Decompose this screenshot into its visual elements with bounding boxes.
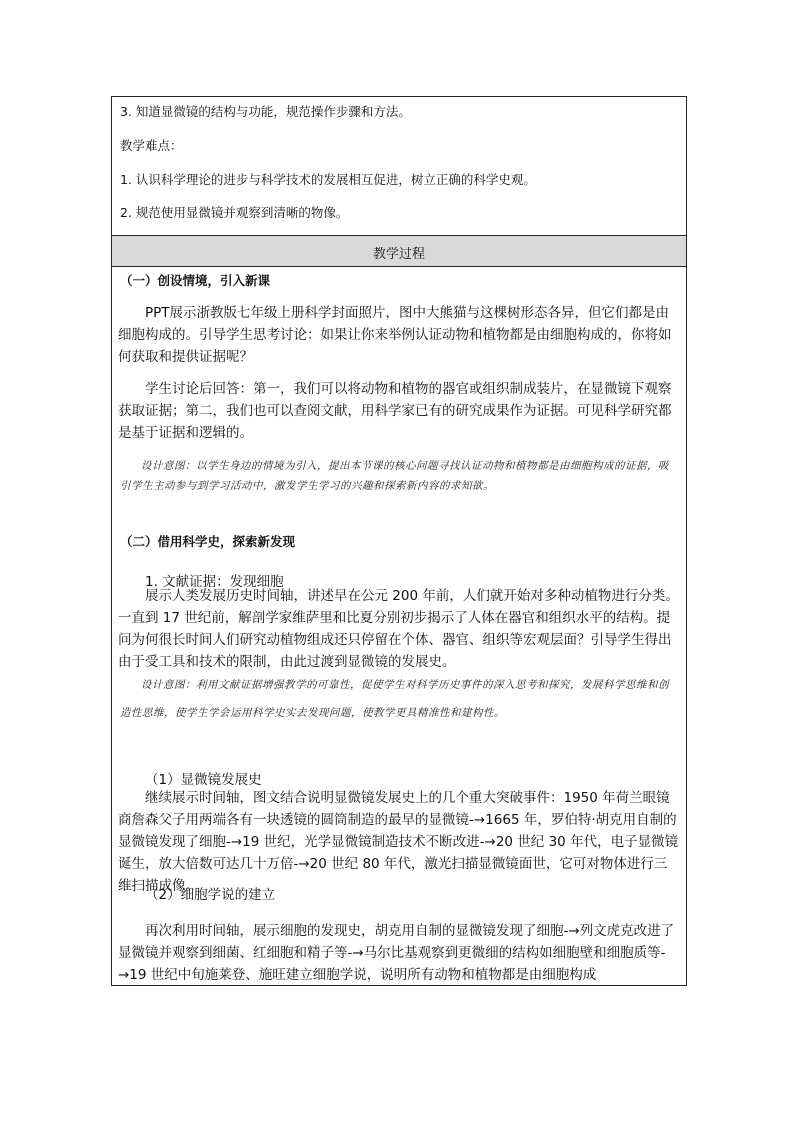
lesson-plan-table	[111, 96, 687, 986]
part2-sub3: （2）细胞学说的建立	[145, 887, 276, 903]
section-band	[112, 235, 686, 267]
difficulty-heading: 教学难点：	[120, 138, 183, 153]
part2-para3: 再次利用时间轴，展示细胞的发现史，胡克用自制的显微镜发现了细胞-→列文虎克改进了显微镜并观察到细菌、红细胞和精子等-→马尔比基观察到更微细的结构如细胞壁和细胞质等-→19 世纪中旬施莱登、施旺建立细胞学说，说明所有动物和植物都是由细胞构成	[118, 923, 675, 983]
objective-3: 3. 知道显微镜的结构与功能，规范操作步骤和方法。	[120, 104, 411, 119]
part2-para1: 展示人类发展历史时间轴，讲述早在公元 200 年前，人们就开始对多种动植物进行分类。一直到 17 世纪前，解剖学家维萨里和比夏分别初步揭示了人体在器官和组织水平的结构。提问为何很长时间人们研究动植物组成还只停留在个体、器官、组织等宏观层面？引导学生得出由于受工具和技术的限制，由此过渡到显微镜的发展史。	[118, 588, 679, 670]
part1-design-note: 设计意图：以学生身边的情境为引入，提出本节课的核心问题寻找认证动物和植物都是由细胞构成的证据，吸引学生主动参与到学习活动中，激发学生学习的兴趣和探索新内容的求知欲。	[120, 460, 669, 492]
part1-para2: 学生讨论后回答：第一，我们可以将动物和植物的器官或组织制成装片，在显微镜下观察获取证据；第二，我们也可以查阅文献，用科学家已有的研究成果作为证据。可见科学研究都是基于证据和逻辑的。	[118, 381, 672, 441]
part1-para1: PPT展示浙教版七年级上册科学封面照片，图中大熊猫与这棵树形态各异，但它们都是由细胞构成的。引导学生思考讨论：如果让你来举例认证动物和植物都是由细胞构成的，你将如何获取和提供证据呢？	[118, 305, 672, 365]
part2-sub2: （1）显微镜发展史	[145, 772, 262, 788]
part1-heading: （一）创设情境，引入新课	[120, 273, 271, 288]
part2-heading: （二）借用科学史，探索新发现	[120, 534, 296, 549]
teaching-process-title: 教学过程	[372, 247, 425, 262]
part2-para2: 继续展示时间轴，图文结合说明显微镜发展史上的几个重大突破事件：1950 年荷兰眼镜商詹森父子用两端各有一块透镜的圆筒制造的最早的显微镜-→1665 年，罗伯特·胡克用自制的显微镜发现了细胞-→19 世纪，光学显微镜制造技术不断改进-→20 世纪 30 年代，电子显微镜诞生，放大倍数可达几十万倍-→20 世纪 80 年代，激光扫描显微镜面世，它可对物体进行三维扫描成像。	[118, 790, 679, 894]
difficulty-1: 1. 认识科学理论的进步与科学技术的发展相互促进，树立正确的科学史观。	[120, 172, 536, 187]
part2-sub1: 1. 文献证据：发现细胞	[145, 574, 284, 590]
difficulty-2: 2. 规范使用显微镜并观察到清晰的物像。	[120, 205, 349, 220]
part2-design-note: 设计意图：利用文献证据增强教学的可靠性，促使学生对科学历史事件的深入思考和探究，发展科学思维和创造性思维，使学生学会运用科学史实去发现问题，使教学更具精准性和建构性。	[120, 679, 669, 719]
